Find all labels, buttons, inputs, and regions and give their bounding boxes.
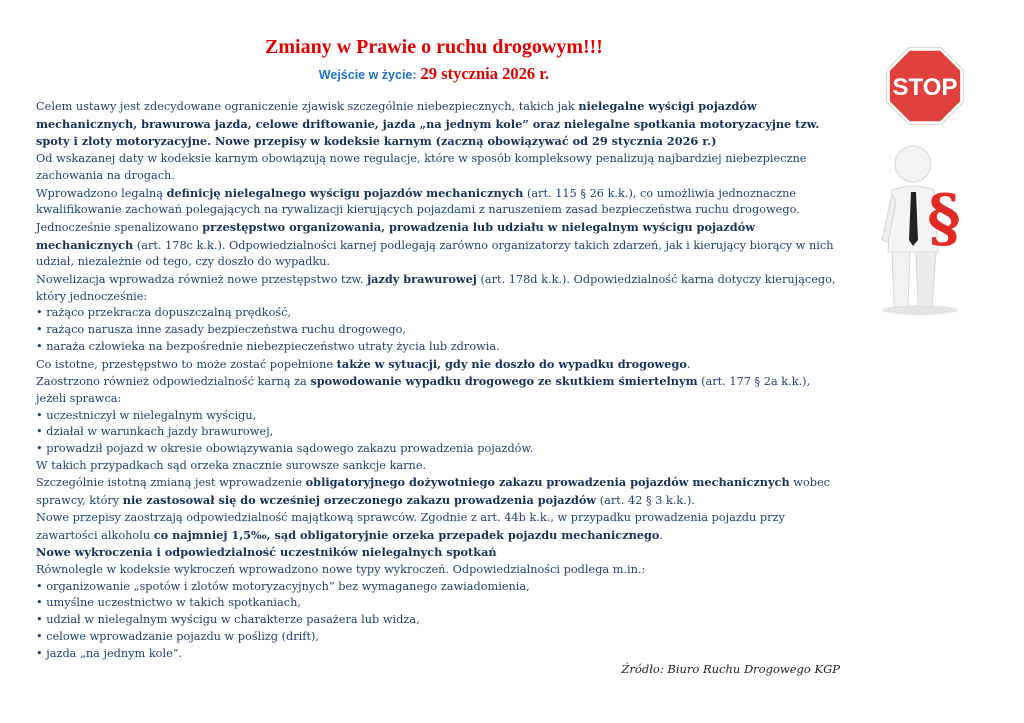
stop-sign-text: STOP: [892, 73, 958, 101]
text-run: (art. 178c k.k.). Odpowiedzialności karnej podlegają zarówno organizatorzy takich zdarzeń, jak i kierujący biorący w nich udział, niezależnie od tego, czy doszło do wypadku.: [36, 238, 834, 269]
text-run: .: [686, 357, 691, 371]
effective-date: 29 stycznia 2026 r.: [420, 64, 550, 83]
text-run: Od wskazanej daty w kodeksie karnym obowiązują nowe regulacje, które w sposób kompleksowy penalizują najbardziej niebezpieczne zachowania na drogach.: [36, 152, 807, 182]
paragraph-lifetime-ban: [36, 474, 842, 509]
bold-text: jazdy brawurowej: [367, 272, 477, 287]
list-reckless-conditions: [36, 305, 842, 355]
source-note: Źródło: Biuro Ruchu Drogowego KGP: [621, 662, 840, 676]
text-run: Zaostrzono również odpowiedzialność karną za: [36, 375, 311, 389]
paragraph-intro: [36, 98, 842, 151]
bold-text: definicję nielegalnego wyścigu pojazdów mechanicznych: [166, 185, 524, 200]
text-run: Wprowadzono legalną: [36, 186, 167, 200]
bold-text: nie zastosował się do wcześniej orzeczonego zakazu prowadzenia pojazdów: [122, 493, 597, 508]
list-item: • rażąco narusza inne zasady bezpieczeństwa ruchu drogowego,: [36, 323, 406, 337]
paragraph-race-offence: [36, 219, 842, 271]
paragraph-no-accident: [36, 356, 842, 374]
text-run: Równolegle w kodeksie wykroczeń wprowadzono nowe typy wykroczeń. Odpowiedzialności podlega m.in.:: [36, 562, 646, 576]
bold-text: Nowe wykroczenia i odpowiedzialność uczestników nielegalnych spotkań: [36, 545, 497, 560]
person-with-paragraph-icon: [858, 142, 978, 318]
list-item: • rażąco przekracza dopuszczalną prędkość,: [36, 306, 292, 320]
bold-text: nielegalne wyścigi pojazdów mechanicznych, brawurowa jazda, celowe driftowanie, jazda „na jednym kole” oraz nielegalne spotkania motoryzacyjne tzw. spoty i zloty motoryzacyjne. Nowe przepisy w kodeksie karnym (zaczną obowiązywać od 29 stycznia 2026 r.): [36, 99, 820, 149]
paragraph-misdemeanors: [36, 562, 842, 579]
paragraph-race-definition: [36, 185, 842, 219]
text-run: (art. 178d k.k.). Odpowiedzialność karna dotyczy kierującego, który jednocześnie:: [36, 273, 836, 303]
section-heading-misdemeanors: [36, 544, 842, 562]
page-title: Zmiany w Prawie o ruchu drogowym!!!: [265, 36, 603, 58]
text-run: Nowe przepisy zaostrzają odpowiedzialność majątkową sprawców. Zgodnie z art. 44b k.k., w przypadku prowadzenia pojazdu przy zawartości alkoholu: [36, 510, 785, 542]
list-item: • umyślne uczestnictwo w takich spotkaniach,: [36, 596, 301, 610]
effective-label: Wejście w życie:: [318, 68, 417, 82]
bold-text: obligatoryjnego dożywotniego zakazu prowadzenia pojazdów mechanicznych: [305, 475, 790, 490]
list-item: • działał w warunkach jazdy brawurowej,: [36, 425, 274, 439]
paragraph-symbol-icon: §: [927, 181, 961, 256]
text-run: Szczególnie istotną zmianą jest wprowadzenie: [36, 476, 306, 490]
list-fatal-conditions: [36, 408, 842, 458]
list-item: • naraża człowieka na bezpośrednie niebezpieczeństwo utraty życia lub zdrowia.: [36, 339, 500, 353]
stop-sign-icon: [885, 46, 965, 126]
text-run: .: [659, 528, 664, 542]
list-item: • organizowanie „spotów i zlotów motoryzacyjnych” bez wymaganego zawiadomienia,: [36, 579, 530, 593]
text-run: wobec sprawcy, który: [36, 476, 830, 508]
bold-text: co najmniej 1,5‰, sąd obligatoryjnie orzeka przepadek pojazdu mechanicznego: [153, 527, 660, 542]
text-run: (art. 177 § 2a k.k.), jeżeli sprawca:: [36, 375, 811, 405]
text-run: (art. 115 § 26 k.k.), co umożliwia jednoznaczne kwalifikowanie zachowań polegających na rywalizacji kierujących pojazdami z naruszeniem zasad bezpieczeństwa ruchu drogowego.: [36, 186, 800, 217]
text-run: (art. 42 § 3 k.k.).: [596, 494, 695, 508]
paragraph-harsher-sanctions: [36, 458, 842, 475]
list-misdemeanors: [36, 579, 842, 663]
bold-text: przestępstwo organizowania, prowadzenia lub udziału w nielegalnym wyścigu pojazdów mechanicznych: [36, 219, 755, 252]
list-item: • uczestniczył w nielegalnym wyścigu,: [36, 408, 257, 422]
text-run: Co istotne, przestępstwo to może zostać popełnione: [36, 357, 337, 371]
bold-text: spowodowanie wypadku drogowego ze skutkiem śmiertelnym: [310, 374, 698, 389]
bold-text: także w sytuacji, gdy nie doszło do wypadku drogowego: [336, 356, 687, 371]
effective-date-line: [0, 64, 868, 84]
paragraph-fatal-accident: [36, 373, 842, 407]
list-item: • celowe wprowadzanie pojazdu w poślizg (drift),: [36, 629, 320, 643]
article-body: [36, 98, 842, 662]
paragraph-effective: [36, 151, 842, 184]
list-item: • udział w nielegalnym wyścigu w charakterze pasażera lub widza,: [36, 613, 420, 627]
text-run: W takich przypadkach sąd orzeka znacznie surowsze sankcje karne.: [36, 458, 427, 472]
list-item: • prowadził pojazd w okresie obowiązywania sądowego zakazu prowadzenia pojazdów.: [36, 442, 534, 456]
paragraph-forfeiture: [36, 510, 842, 544]
text-run: Jednocześnie spenalizowano: [36, 220, 203, 234]
text-run: Celem ustawy jest zdecydowane ograniczenie zjawisk szczególnie niebezpiecznych, takich jak: [36, 100, 579, 113]
text-run: Nowelizacja wprowadza również nowe przestępstwo tzw.: [36, 273, 368, 287]
paragraph-reckless-driving: [36, 271, 842, 305]
list-item: • jazda „na jednym kole”.: [36, 646, 183, 660]
